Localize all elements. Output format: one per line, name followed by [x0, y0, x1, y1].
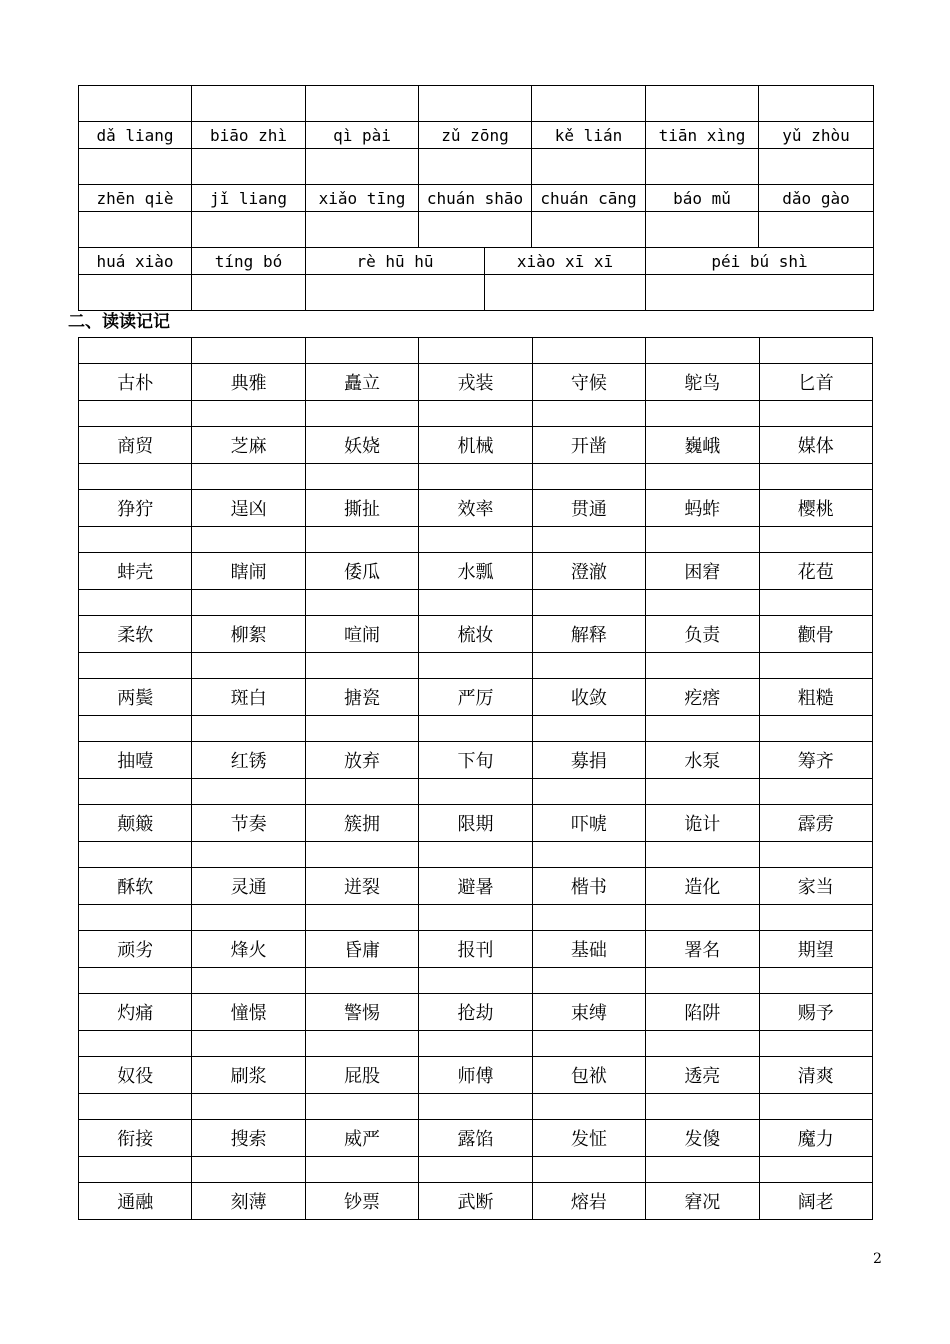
- word-cell: 巍峨: [646, 427, 759, 464]
- blank-cell[interactable]: [759, 779, 872, 805]
- word-cell: 刻薄: [192, 1183, 305, 1220]
- pinyin-cell: chuán shāo: [419, 185, 532, 212]
- blank-cell[interactable]: [305, 905, 418, 931]
- word-cell: 昏庸: [305, 931, 418, 968]
- writing-cell[interactable]: [419, 212, 532, 248]
- blank-cell[interactable]: [532, 1157, 645, 1183]
- pinyin-cell: qì pài: [306, 122, 419, 149]
- blank-cell[interactable]: [192, 527, 305, 553]
- word-cell: 喧闹: [305, 616, 418, 653]
- blank-cell[interactable]: [305, 1031, 418, 1057]
- blank-cell[interactable]: [192, 338, 305, 364]
- blank-row: [79, 1094, 873, 1120]
- blank-cell[interactable]: [532, 905, 645, 931]
- blank-cell[interactable]: [79, 905, 192, 931]
- word-cell: 颧骨: [759, 616, 872, 653]
- blank-cell[interactable]: [79, 716, 192, 742]
- word-cell: 收敛: [532, 679, 645, 716]
- word-cell: 熔岩: [532, 1183, 645, 1220]
- blank-cell[interactable]: [79, 338, 192, 364]
- blank-cell[interactable]: [192, 779, 305, 805]
- word-row: [79, 742, 873, 779]
- pinyin-cell: tíng bó: [192, 248, 306, 275]
- writing-row: [79, 86, 874, 122]
- writing-cell[interactable]: [532, 86, 646, 122]
- word-cell: 募捐: [532, 742, 645, 779]
- word-cell: 倭瓜: [305, 553, 418, 590]
- writing-cell[interactable]: [646, 86, 759, 122]
- word-cell: 搪瓷: [305, 679, 418, 716]
- blank-row: [79, 527, 873, 553]
- writing-cell[interactable]: [79, 275, 192, 311]
- pinyin-cell: rè hū hū: [306, 248, 485, 275]
- word-cell: 包袱: [532, 1057, 645, 1094]
- blank-cell[interactable]: [79, 401, 192, 427]
- word-cell: 妖娆: [305, 427, 418, 464]
- section-title: 二、读读记记: [68, 312, 170, 332]
- blank-cell[interactable]: [192, 905, 305, 931]
- pinyin-cell: zǔ zōng: [419, 122, 532, 149]
- blank-cell[interactable]: [532, 464, 645, 490]
- word-cell: 抢劫: [419, 994, 532, 1031]
- word-row: [79, 994, 873, 1031]
- blank-cell[interactable]: [532, 527, 645, 553]
- writing-cell[interactable]: [532, 149, 646, 185]
- blank-row: [79, 968, 873, 994]
- blank-cell[interactable]: [532, 590, 645, 616]
- blank-cell[interactable]: [646, 1157, 759, 1183]
- word-cell: 衔接: [79, 1120, 192, 1157]
- blank-cell[interactable]: [532, 1094, 645, 1120]
- pinyin-cell: xiào xī xī: [485, 248, 646, 275]
- blank-row: [79, 338, 873, 364]
- word-cell: 奴役: [79, 1057, 192, 1094]
- word-cell: 酥软: [79, 868, 192, 905]
- word-cell: 灼痛: [79, 994, 192, 1031]
- blank-cell[interactable]: [419, 779, 532, 805]
- blank-cell[interactable]: [305, 653, 418, 679]
- word-cell: 斑白: [192, 679, 305, 716]
- word-cell: 放弃: [305, 742, 418, 779]
- word-cell: 粗糙: [759, 679, 872, 716]
- blank-cell[interactable]: [419, 1094, 532, 1120]
- blank-row: [79, 653, 873, 679]
- blank-cell[interactable]: [305, 779, 418, 805]
- word-cell: 期望: [759, 931, 872, 968]
- word-cell: 梳妆: [419, 616, 532, 653]
- word-cell: 赐予: [759, 994, 872, 1031]
- word-cell: 报刊: [419, 931, 532, 968]
- word-row: [79, 553, 873, 590]
- word-row: [79, 427, 873, 464]
- blank-cell[interactable]: [192, 716, 305, 742]
- word-cell: 严厉: [419, 679, 532, 716]
- word-cell: 红锈: [192, 742, 305, 779]
- word-cell: 束缚: [532, 994, 645, 1031]
- blank-cell[interactable]: [79, 968, 192, 994]
- pinyin-cell: xiǎo tīng: [306, 185, 419, 212]
- blank-row: [79, 401, 873, 427]
- writing-cell[interactable]: [79, 212, 192, 248]
- blank-cell[interactable]: [759, 716, 872, 742]
- writing-row: [79, 275, 874, 311]
- word-cell: 开凿: [532, 427, 645, 464]
- word-cell: 瞎闹: [192, 553, 305, 590]
- pinyin-cell: dǎo gào: [759, 185, 874, 212]
- word-cell: 花苞: [759, 553, 872, 590]
- blank-cell[interactable]: [305, 464, 418, 490]
- blank-cell[interactable]: [646, 464, 759, 490]
- writing-cell[interactable]: [419, 86, 532, 122]
- blank-cell[interactable]: [192, 1157, 305, 1183]
- word-cell: 媒体: [759, 427, 872, 464]
- blank-cell[interactable]: [759, 1157, 872, 1183]
- blank-cell[interactable]: [646, 968, 759, 994]
- word-row: [79, 1120, 873, 1157]
- pinyin-cell: kě lián: [532, 122, 646, 149]
- pinyin-cell: jǐ liang: [192, 185, 306, 212]
- blank-cell[interactable]: [419, 905, 532, 931]
- word-cell: 筹齐: [759, 742, 872, 779]
- blank-cell[interactable]: [79, 1157, 192, 1183]
- word-cell: 颠簸: [79, 805, 192, 842]
- word-row: [79, 679, 873, 716]
- blank-cell[interactable]: [79, 779, 192, 805]
- blank-cell[interactable]: [646, 527, 759, 553]
- word-row: [79, 931, 873, 968]
- blank-cell[interactable]: [419, 1157, 532, 1183]
- pinyin-cell: chuán cāng: [532, 185, 646, 212]
- writing-cell[interactable]: [306, 275, 485, 311]
- word-cell: 顽劣: [79, 931, 192, 968]
- blank-cell[interactable]: [759, 1031, 872, 1057]
- word-cell: 戎装: [419, 364, 532, 401]
- blank-cell[interactable]: [419, 401, 532, 427]
- word-cell: 钞票: [305, 1183, 418, 1220]
- blank-cell[interactable]: [646, 779, 759, 805]
- blank-cell[interactable]: [305, 716, 418, 742]
- pinyin-row: [79, 248, 874, 275]
- blank-cell[interactable]: [192, 1094, 305, 1120]
- writing-cell[interactable]: [192, 149, 306, 185]
- writing-row: [79, 212, 874, 248]
- blank-cell[interactable]: [419, 464, 532, 490]
- pinyin-cell: yǔ zhòu: [759, 122, 874, 149]
- pinyin-cell: biāo zhì: [192, 122, 306, 149]
- word-cell: 狰狞: [79, 490, 192, 527]
- blank-cell[interactable]: [759, 653, 872, 679]
- pinyin-cell: dǎ liang: [79, 122, 192, 149]
- word-cell: 迸裂: [305, 868, 418, 905]
- word-cell: 避暑: [419, 868, 532, 905]
- word-cell: 武断: [419, 1183, 532, 1220]
- blank-cell[interactable]: [646, 1094, 759, 1120]
- word-cell: 搜索: [192, 1120, 305, 1157]
- word-row: [79, 364, 873, 401]
- word-row: [79, 616, 873, 653]
- word-cell: 楷书: [532, 868, 645, 905]
- blank-cell[interactable]: [759, 590, 872, 616]
- writing-cell[interactable]: [419, 149, 532, 185]
- blank-cell[interactable]: [192, 968, 305, 994]
- blank-cell[interactable]: [305, 1157, 418, 1183]
- blank-cell[interactable]: [192, 401, 305, 427]
- blank-cell[interactable]: [532, 716, 645, 742]
- word-cell: 机械: [419, 427, 532, 464]
- blank-cell[interactable]: [79, 590, 192, 616]
- word-cell: 簇拥: [305, 805, 418, 842]
- blank-cell[interactable]: [532, 779, 645, 805]
- word-cell: 吓唬: [532, 805, 645, 842]
- word-row: [79, 1057, 873, 1094]
- word-cell: 露馅: [419, 1120, 532, 1157]
- blank-cell[interactable]: [79, 1031, 192, 1057]
- blank-row: [79, 779, 873, 805]
- word-cell: 古朴: [79, 364, 192, 401]
- blank-cell[interactable]: [305, 968, 418, 994]
- word-row: [79, 490, 873, 527]
- word-cell: 水瓢: [419, 553, 532, 590]
- word-cell: 清爽: [759, 1057, 872, 1094]
- blank-cell[interactable]: [532, 401, 645, 427]
- word-cell: 困窘: [646, 553, 759, 590]
- blank-cell[interactable]: [759, 968, 872, 994]
- blank-row: [79, 1031, 873, 1057]
- writing-cell[interactable]: [759, 86, 874, 122]
- word-cell: 发傻: [646, 1120, 759, 1157]
- word-cell: 魔力: [759, 1120, 872, 1157]
- word-cell: 典雅: [192, 364, 305, 401]
- blank-cell[interactable]: [419, 590, 532, 616]
- writing-cell[interactable]: [485, 275, 646, 311]
- writing-cell[interactable]: [79, 149, 192, 185]
- blank-cell[interactable]: [305, 590, 418, 616]
- word-cell: 署名: [646, 931, 759, 968]
- blank-cell[interactable]: [532, 653, 645, 679]
- blank-cell[interactable]: [646, 716, 759, 742]
- blank-cell[interactable]: [419, 968, 532, 994]
- blank-cell[interactable]: [305, 401, 418, 427]
- word-cell: 两鬓: [79, 679, 192, 716]
- word-row: [79, 868, 873, 905]
- writing-cell[interactable]: [192, 212, 306, 248]
- word-cell: 威严: [305, 1120, 418, 1157]
- pinyin-cell: báo mǔ: [646, 185, 759, 212]
- blank-cell[interactable]: [79, 464, 192, 490]
- word-cell: 水泵: [646, 742, 759, 779]
- word-cell: 守候: [532, 364, 645, 401]
- word-cell: 灵通: [192, 868, 305, 905]
- word-cell: 诡计: [646, 805, 759, 842]
- pinyin-table: [78, 85, 874, 311]
- word-row: [79, 1183, 873, 1220]
- blank-cell[interactable]: [305, 527, 418, 553]
- blank-row: [79, 716, 873, 742]
- word-cell: 基础: [532, 931, 645, 968]
- word-cell: 透亮: [646, 1057, 759, 1094]
- word-cell: 芝麻: [192, 427, 305, 464]
- blank-cell[interactable]: [532, 842, 645, 868]
- word-cell: 商贸: [79, 427, 192, 464]
- pinyin-row: [79, 185, 874, 212]
- word-cell: 贯通: [532, 490, 645, 527]
- blank-cell[interactable]: [532, 968, 645, 994]
- word-cell: 下旬: [419, 742, 532, 779]
- word-cell: 师傅: [419, 1057, 532, 1094]
- word-cell: 鸵鸟: [646, 364, 759, 401]
- word-cell: 窘况: [646, 1183, 759, 1220]
- writing-row: [79, 149, 874, 185]
- blank-cell[interactable]: [305, 842, 418, 868]
- blank-cell[interactable]: [759, 905, 872, 931]
- word-cell: 效率: [419, 490, 532, 527]
- blank-cell[interactable]: [532, 338, 645, 364]
- word-cell: 蚂蚱: [646, 490, 759, 527]
- word-cell: 陷阱: [646, 994, 759, 1031]
- writing-cell[interactable]: [306, 149, 419, 185]
- word-cell: 发怔: [532, 1120, 645, 1157]
- blank-row: [79, 842, 873, 868]
- pinyin-cell: huá xiào: [79, 248, 192, 275]
- blank-cell[interactable]: [532, 1031, 645, 1057]
- pinyin-cell: péi bú shì: [646, 248, 874, 275]
- word-cell: 屁股: [305, 1057, 418, 1094]
- word-cell: 柳絮: [192, 616, 305, 653]
- blank-cell[interactable]: [192, 464, 305, 490]
- blank-cell[interactable]: [419, 527, 532, 553]
- writing-cell[interactable]: [759, 212, 874, 248]
- blank-cell[interactable]: [646, 401, 759, 427]
- blank-cell[interactable]: [192, 1031, 305, 1057]
- blank-cell[interactable]: [646, 842, 759, 868]
- word-cell: 矗立: [305, 364, 418, 401]
- blank-cell[interactable]: [419, 842, 532, 868]
- blank-cell[interactable]: [419, 338, 532, 364]
- word-cell: 负责: [646, 616, 759, 653]
- word-cell: 柔软: [79, 616, 192, 653]
- blank-cell[interactable]: [305, 338, 418, 364]
- blank-cell[interactable]: [646, 590, 759, 616]
- blank-cell[interactable]: [759, 1094, 872, 1120]
- pinyin-cell: tiān xìng: [646, 122, 759, 149]
- blank-cell[interactable]: [646, 653, 759, 679]
- blank-cell[interactable]: [79, 1094, 192, 1120]
- blank-row: [79, 590, 873, 616]
- word-cell: 澄澈: [532, 553, 645, 590]
- word-row: [79, 805, 873, 842]
- writing-cell[interactable]: [79, 86, 192, 122]
- blank-cell[interactable]: [192, 653, 305, 679]
- word-cell: 霹雳: [759, 805, 872, 842]
- word-cell: 节奏: [192, 805, 305, 842]
- blank-cell[interactable]: [646, 338, 759, 364]
- blank-cell[interactable]: [759, 527, 872, 553]
- blank-cell[interactable]: [305, 1094, 418, 1120]
- word-cell: 憧憬: [192, 994, 305, 1031]
- blank-cell[interactable]: [759, 401, 872, 427]
- writing-cell[interactable]: [646, 212, 759, 248]
- word-cell: 逞凶: [192, 490, 305, 527]
- word-cell: 樱桃: [759, 490, 872, 527]
- word-cell: 抽噎: [79, 742, 192, 779]
- word-cell: 通融: [79, 1183, 192, 1220]
- blank-cell[interactable]: [646, 1031, 759, 1057]
- pinyin-row: [79, 122, 874, 149]
- writing-cell[interactable]: [646, 275, 874, 311]
- writing-cell[interactable]: [192, 86, 306, 122]
- blank-cell[interactable]: [759, 338, 872, 364]
- blank-cell[interactable]: [646, 905, 759, 931]
- blank-cell[interactable]: [759, 842, 872, 868]
- word-cell: 刷浆: [192, 1057, 305, 1094]
- blank-cell[interactable]: [79, 842, 192, 868]
- blank-cell[interactable]: [192, 842, 305, 868]
- word-cell: 解释: [532, 616, 645, 653]
- blank-cell[interactable]: [759, 464, 872, 490]
- writing-cell[interactable]: [759, 149, 874, 185]
- writing-cell[interactable]: [532, 212, 646, 248]
- word-cell: 家当: [759, 868, 872, 905]
- blank-row: [79, 1157, 873, 1183]
- writing-cell[interactable]: [192, 275, 306, 311]
- word-cell: 匕首: [759, 364, 872, 401]
- word-cell: 造化: [646, 868, 759, 905]
- word-cell: 警惕: [305, 994, 418, 1031]
- blank-cell[interactable]: [419, 716, 532, 742]
- blank-cell[interactable]: [419, 1031, 532, 1057]
- blank-row: [79, 905, 873, 931]
- blank-cell[interactable]: [419, 653, 532, 679]
- words-table: [78, 337, 873, 1220]
- word-cell: 蚌壳: [79, 553, 192, 590]
- word-cell: 阔老: [759, 1183, 872, 1220]
- writing-cell[interactable]: [646, 149, 759, 185]
- writing-cell[interactable]: [306, 212, 419, 248]
- word-cell: 撕扯: [305, 490, 418, 527]
- word-cell: 疙瘩: [646, 679, 759, 716]
- blank-cell[interactable]: [79, 653, 192, 679]
- writing-cell[interactable]: [306, 86, 419, 122]
- blank-row: [79, 464, 873, 490]
- word-cell: 限期: [419, 805, 532, 842]
- blank-cell[interactable]: [79, 527, 192, 553]
- blank-cell[interactable]: [192, 590, 305, 616]
- pinyin-cell: zhēn qiè: [79, 185, 192, 212]
- page-number: 2: [873, 1251, 882, 1267]
- word-cell: 烽火: [192, 931, 305, 968]
